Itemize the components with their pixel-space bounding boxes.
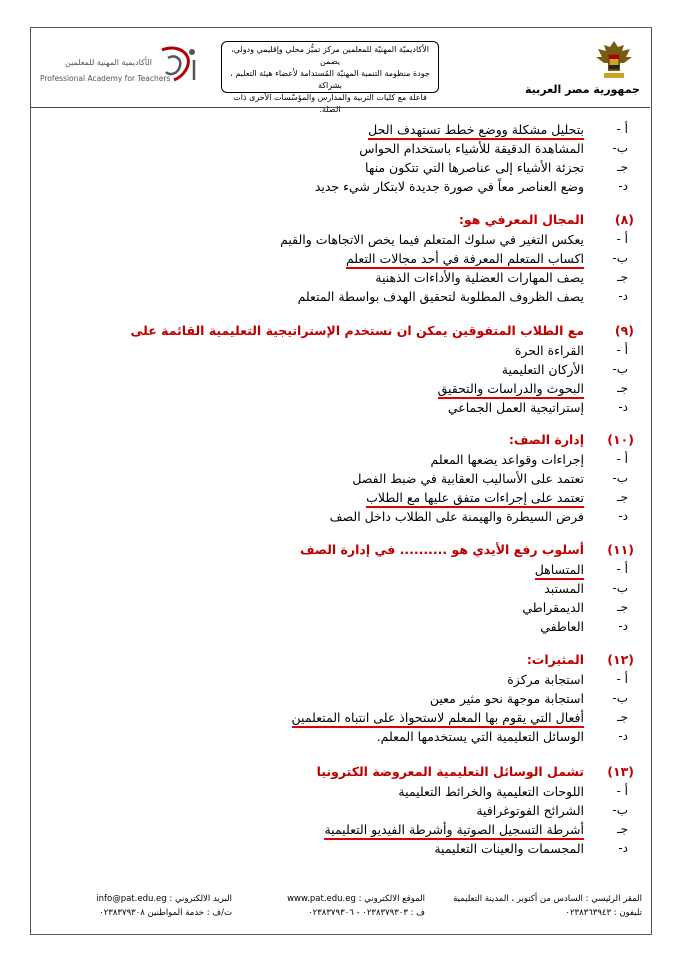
footer-email: البريد الالكتروني : info@pat.edu.eg [96,894,232,904]
question-header [30,323,650,343]
option-text: المجسمات والعينات التعليمية [434,841,584,856]
question-header [30,542,650,562]
option-text: استجابة مركزة [507,672,584,687]
answer-option [30,122,650,141]
answer-option [30,581,650,600]
question-number: (٨) [614,212,634,227]
question-text: إدارة الصف: [508,432,584,447]
answer-option [30,289,650,308]
option-letter: د- [618,841,628,855]
option-letter: ب- [612,803,628,817]
option-letter: جـ [617,710,628,724]
answer-option [30,343,650,362]
option-letter: جـ [617,822,628,836]
option-text-correct: بتحليل مشكلة ووضع خطط تستهدف الحل [368,122,584,140]
option-text: القراءة الحرة [514,343,584,358]
option-text: اللوحات التعليمية والخرائط التعليمية [398,784,584,799]
option-text: وضع العناصر معاً في صورة جديدة لابتكار شيء جديد [314,179,584,194]
answer-option [30,784,650,803]
answer-option [30,251,650,270]
question-header [30,212,650,232]
footer-website: الموقع الالكتروني : www.pat.edu.eg [287,894,425,904]
option-text: تجزئة الأشياء إلى عناصرها التي تتكون منها [365,160,584,175]
option-text-correct: تعتمد على إجراءات متفق عليها مع الطلاب [366,490,584,508]
answer-option [30,141,650,160]
option-text-correct: اكساب المتعلم المعرفة في أحد مجالات التعلم [346,251,584,269]
option-letter: ب- [612,362,628,376]
option-text: المشاهدة الدقيقة للأشياء باستخدام الحواس [359,141,584,156]
answer-option [30,471,650,490]
logo-english-text: Professional Academy for Teachers [40,74,171,83]
answer-option [30,179,650,198]
option-letter: أ - [616,122,628,136]
mission-line: فاعلة مع كليات التربية والمدارس والمؤسّسات الأخرى ذات الصلة. [233,93,427,114]
option-letter: أ - [616,232,628,246]
question-8 [30,212,650,308]
option-text: استجابة موجهة نحو مثير معين [429,691,584,706]
option-letter: د- [618,619,628,633]
option-letter: أ - [616,452,628,466]
option-text: تعتمد على الأساليب العقابية في ضبط الفصل [352,471,584,486]
option-letter: د- [618,729,628,743]
question-number: (١٣) [607,764,634,779]
option-text: يصف المهارات العضلية والأداءات الذهنية [375,270,584,285]
answer-option [30,841,650,860]
answer-option [30,691,650,710]
option-text: العاطفي [540,619,584,634]
option-text-correct: المتساهل [535,562,584,580]
question-number: (١٠) [607,432,634,447]
answer-option [30,672,650,691]
question-9 [30,323,650,419]
footer-web-block [287,892,425,920]
option-letter: أ - [616,562,628,576]
option-letter: ب- [612,691,628,705]
option-letter: أ - [616,672,628,686]
question-10 [30,432,650,528]
option-text: الشرائح الفوتوغرافية [476,803,584,818]
eagle-emblem-icon [590,37,638,81]
question-header [30,652,650,672]
footer-contact-block [96,892,232,920]
question-text: مع الطلاب المتفوقين يمكن ان نستخدم الإستراتيجية التعليمية القائمة على [130,323,584,338]
option-text-correct: أفعال التي يقوم بها المعلم لاستحواذ على انتباه المتعلمين [292,710,584,728]
answer-option [30,270,650,289]
question-number: (٩) [614,323,634,338]
question-text: تشمل الوسائل التعليمية المعروضة الكترونيا [316,764,584,779]
option-letter: د- [618,400,628,414]
footer-hotline: ت/ف : خدمة المواطنين ٠٢٣٨٣٧٩٣٠٨ [99,908,232,918]
exam-content [30,112,650,872]
continued-question-options [30,122,650,198]
answer-option [30,400,650,419]
option-letter: ب- [612,581,628,595]
option-text: الديمقراطي [522,600,584,615]
footer-address-block [453,892,642,920]
option-letter: ب- [612,141,628,155]
option-letter: جـ [617,160,628,174]
option-letter: د- [618,179,628,193]
option-text: إستراتيجية العمل الجماعي [447,400,584,415]
answer-option [30,381,650,400]
option-text: الوسائل التعليمية التي يستخدمها المعلم. [376,729,584,744]
mission-line: جودة منظومة التنمية المهنيّة المُستدامة لأعضاء هيئة التعليم ، بشراكة [230,69,430,90]
academy-mission-box [221,41,439,114]
option-text-correct: أشرطة التسجيل الصوتية وأشرطة الفيديو التعليمية [324,822,584,840]
option-letter: جـ [617,600,628,614]
answer-option [30,600,650,619]
answer-option [30,160,650,179]
question-11 [30,542,650,638]
question-text: المثيرات: [526,652,584,667]
question-13 [30,764,650,860]
option-text: يصف الظروف المطلوبة لتحقيق الهدف بواسطة المتعلم [297,289,584,304]
country-name: جمهورية مصر العربية [525,83,640,96]
question-12 [30,652,650,748]
question-header [30,432,650,452]
question-number: (١٢) [607,652,634,667]
answer-option [30,729,650,748]
option-letter: ب- [612,251,628,265]
answer-option [30,619,650,638]
academy-logo [40,44,202,88]
logo-arabic-text: الأكاديمية المهنية للمعلمين [65,58,152,67]
question-header [30,764,650,784]
option-letter: د- [618,509,628,523]
option-letter: أ - [616,784,628,798]
option-text: الأركان التعليمية [501,362,584,377]
answer-option [30,232,650,251]
header-divider [30,107,650,108]
question-text: أسلوب رفع الأيدي هو .......... في إدارة الصف [300,542,584,557]
option-text: فرض السيطرة والهيمنة على الطلاب داخل الصف [329,509,584,524]
answer-option [30,490,650,509]
answer-option [30,710,650,729]
option-letter: ب- [612,471,628,485]
answer-option [30,562,650,581]
question-text: المجال المعرفي هو: [458,212,584,227]
option-letter: جـ [617,270,628,284]
footer-fax: ف : ٠٢٣٨٣٧٩٣٠٣ - ٠٢٣٨٣٧٩٣٠٦ [308,908,425,918]
footer-phone: تليفون : ٠٢٣٨٣٦٣٩٤٣ [565,908,642,918]
answer-option [30,803,650,822]
option-letter: جـ [617,490,628,504]
answer-option [30,509,650,528]
answer-option [30,822,650,841]
option-letter: د- [618,289,628,303]
mission-line: الأكاديميّة المهنيّة للمعلمين مركز تميُّز محلي وإقليمي ودولي، يضمن [231,45,429,66]
option-letter: جـ [617,381,628,395]
option-text: إجراءات وقواعد يضعها المعلم [430,452,584,467]
option-text: المستبد [544,581,584,596]
answer-option [30,452,650,471]
footer [30,880,650,926]
option-letter: أ - [616,343,628,357]
option-text-correct: البحوث والدراسات والتحقيق [438,381,584,399]
option-text: يعكس التغير في سلوك المتعلم فيما يخص الاتجاهات والقيم [280,232,584,247]
question-number: (١١) [607,542,634,557]
answer-option [30,362,650,381]
footer-headquarters: المقر الرئيسي : السادس من أكتوبر ، المدينة التعليمية [453,894,642,904]
